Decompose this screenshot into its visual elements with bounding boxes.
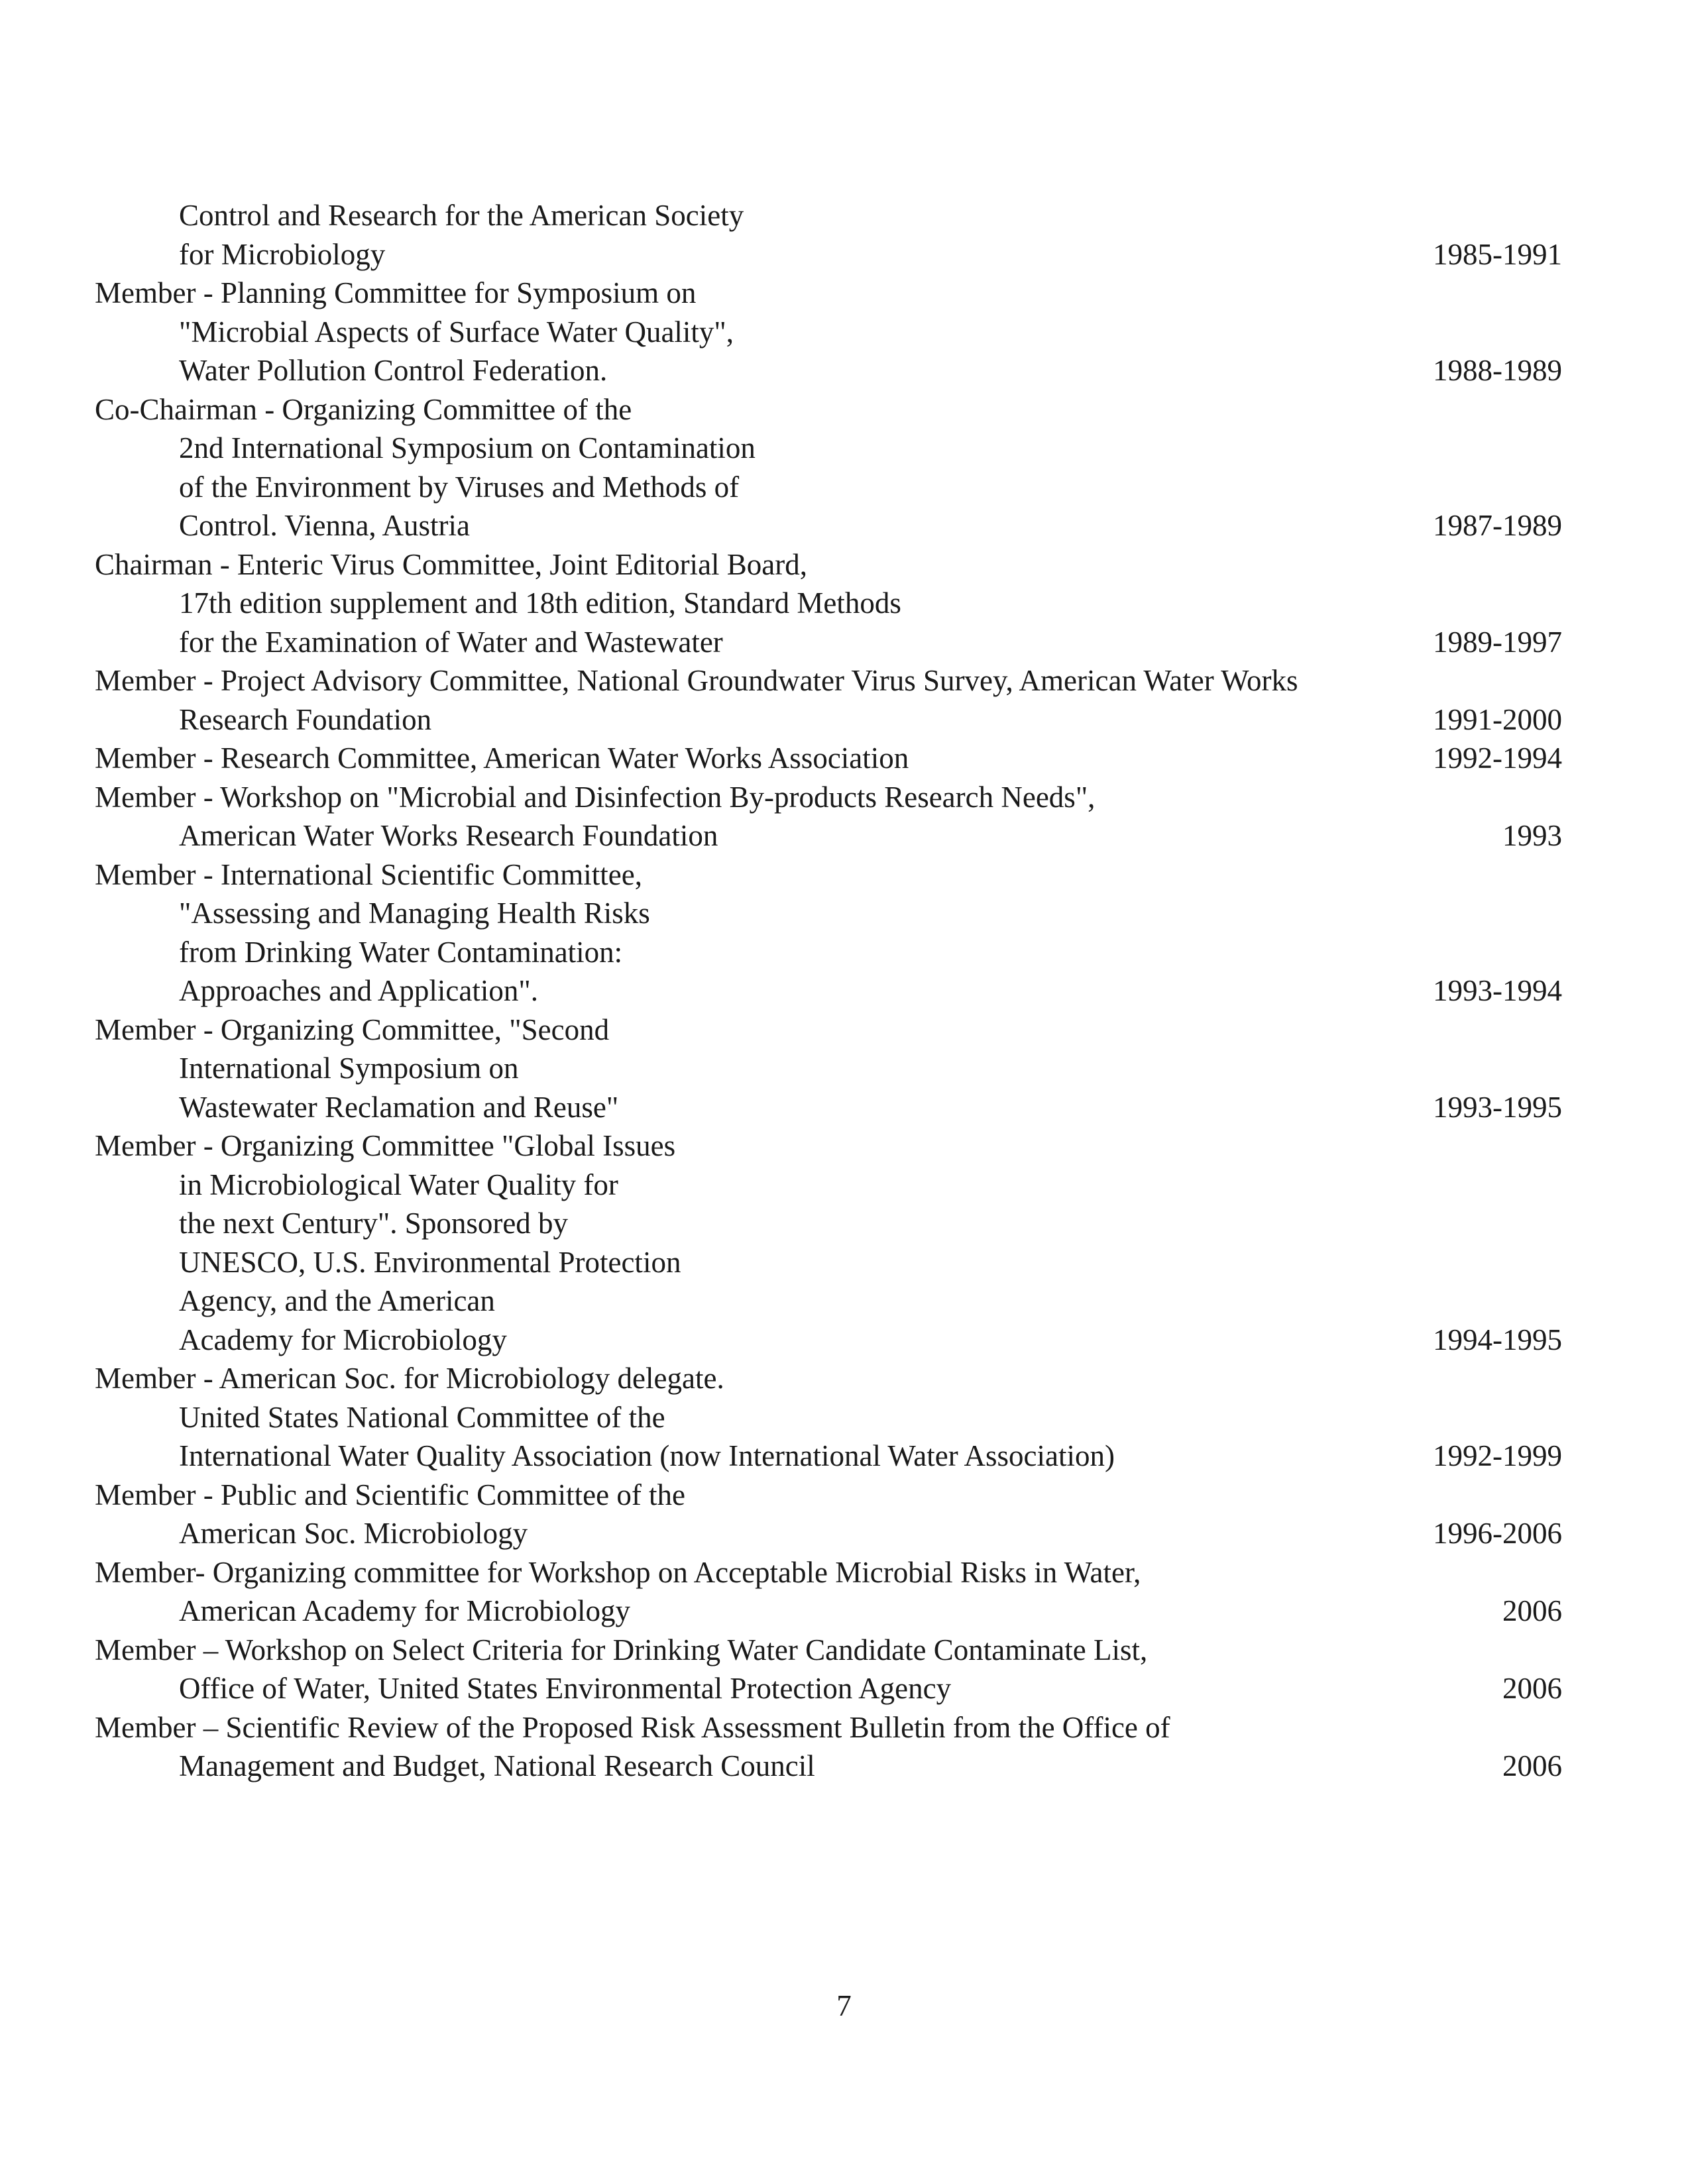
service-entry	[0, 545, 1688, 662]
entry-continuation: from Drinking Water Contamination:	[179, 935, 623, 969]
entry-continuation: United States National Committee of the	[179, 1400, 665, 1434]
entry-line	[0, 971, 1688, 1010]
entry-continuation: Research Foundation	[179, 702, 432, 736]
entry-title: Member - American Soc. for Microbiology delegate.	[95, 1362, 724, 1395]
entry-line	[0, 390, 1688, 429]
entry-line	[0, 894, 1688, 933]
entry-continuation: International Symposium on	[179, 1052, 519, 1085]
service-entry	[0, 1359, 1688, 1476]
entry-line	[0, 739, 1688, 778]
entry-line	[0, 313, 1688, 352]
entry-years: 1994-1995	[1433, 1323, 1562, 1356]
entry-continuation: "Microbial Aspects of Surface Water Quality",	[179, 315, 734, 349]
service-entry	[0, 661, 1688, 739]
entry-line	[0, 1669, 1688, 1708]
entry-continuation: Office of Water, United States Environmental Protection Agency	[179, 1672, 952, 1705]
entry-title: Member - International Scientific Committee,	[95, 857, 642, 891]
entry-line	[0, 1321, 1688, 1360]
service-entry	[0, 1126, 1688, 1359]
entry-continuation: in Microbiological Water Quality for	[179, 1168, 618, 1201]
entry-years: 1996-2006	[1433, 1517, 1562, 1550]
entry-line	[0, 545, 1688, 584]
entry-continuation: Academy for Microbiology	[179, 1323, 507, 1356]
entry-title: Member - Planning Committee for Symposium on	[95, 276, 697, 309]
entry-years: 2006	[1502, 1594, 1562, 1627]
entry-title: Member - Project Advisory Committee, National Groundwater Virus Survey, American Water Works	[95, 664, 1298, 697]
entry-continuation: 2nd International Symposium on Contamination	[179, 431, 756, 464]
entry-continuation: for Microbiology	[179, 237, 386, 271]
service-entry	[0, 196, 1688, 274]
entry-line	[0, 855, 1688, 895]
entry-line	[0, 1243, 1688, 1282]
entry-line	[0, 1088, 1688, 1127]
entry-line	[0, 1398, 1688, 1437]
entry-continuation: American Soc. Microbiology	[179, 1517, 528, 1550]
entry-years: 1993-1994	[1433, 974, 1562, 1007]
entry-line	[0, 1476, 1688, 1515]
entry-title: Control and Research for the American Society	[179, 199, 744, 232]
entry-continuation: Control. Vienna, Austria	[179, 509, 470, 542]
entry-years: 1992-1999	[1433, 1439, 1562, 1472]
entry-years: 1985-1991	[1433, 237, 1562, 271]
entry-line	[0, 1437, 1688, 1476]
entry-continuation: Management and Budget, National Research Council	[179, 1749, 815, 1782]
entry-line	[0, 700, 1688, 739]
entry-line	[0, 1631, 1688, 1670]
entry-years: 1992-1994	[1433, 741, 1562, 775]
entry-continuation: Water Pollution Control Federation.	[179, 354, 608, 387]
entry-line	[0, 1126, 1688, 1166]
entry-line	[0, 1553, 1688, 1592]
service-entry	[0, 274, 1688, 390]
service-entry	[0, 1553, 1688, 1631]
service-entry	[0, 390, 1688, 545]
entry-line	[0, 933, 1688, 972]
entry-line	[0, 506, 1688, 545]
page-number: 7	[836, 1989, 852, 2022]
entry-years: 1993-1995	[1433, 1090, 1562, 1124]
service-entry	[0, 1476, 1688, 1553]
service-entry	[0, 855, 1688, 1010]
entry-title: Member - Organizing Committee, "Second	[95, 1012, 610, 1046]
entry-line	[0, 1204, 1688, 1243]
entry-line	[0, 1166, 1688, 1205]
service-entry	[0, 1010, 1688, 1127]
entry-line	[0, 1592, 1688, 1631]
entry-continuation: 17th edition supplement and 18th edition, Standard Methods	[179, 586, 901, 620]
entry-line	[0, 1514, 1688, 1553]
entry-line	[0, 274, 1688, 313]
entry-title: Member- Organizing committee for Workshop on Acceptable Microbial Risks in Water,	[95, 1555, 1141, 1589]
entry-years: 2006	[1502, 1672, 1562, 1705]
entry-line	[0, 778, 1688, 817]
entry-line	[0, 235, 1688, 274]
entry-years: 1988-1989	[1433, 354, 1562, 387]
entry-continuation: Agency, and the American	[179, 1284, 495, 1317]
entry-continuation: UNESCO, U.S. Environmental Protection	[179, 1245, 681, 1279]
service-entry	[0, 1708, 1688, 1786]
entry-line	[0, 1708, 1688, 1747]
service-entry	[0, 778, 1688, 855]
entry-line	[0, 623, 1688, 662]
entry-line	[0, 1359, 1688, 1398]
entry-continuation: the next Century". Sponsored by	[179, 1207, 569, 1240]
entry-title: Member - Research Committee, American Water Works Association	[95, 741, 909, 775]
entry-line	[0, 584, 1688, 623]
entry-title: Co-Chairman - Organizing Committee of the	[95, 392, 632, 426]
entry-continuation: Approaches and Application".	[179, 974, 538, 1007]
entry-line	[0, 816, 1688, 855]
entry-line	[0, 1282, 1688, 1321]
entry-continuation: of the Environment by Viruses and Methods of	[179, 470, 740, 504]
entry-title: Member - Workshop on "Microbial and Disinfection By-products Research Needs",	[95, 780, 1096, 814]
entry-line	[0, 429, 1688, 468]
entry-title: Member - Public and Scientific Committee of the	[95, 1478, 686, 1511]
entry-years: 1987-1989	[1433, 509, 1562, 542]
entry-title: Chairman - Enteric Virus Committee, Joint Editorial Board,	[95, 547, 808, 581]
entry-years: 1989-1997	[1433, 625, 1562, 659]
entry-continuation: American Academy for Microbiology	[179, 1594, 631, 1627]
entry-continuation: Wastewater Reclamation and Reuse"	[179, 1090, 619, 1124]
entry-line	[0, 196, 1688, 235]
entry-line	[0, 468, 1688, 507]
entry-years: 1991-2000	[1433, 702, 1562, 736]
entry-continuation: for the Examination of Water and Wastewater	[179, 625, 723, 659]
entry-title: Member – Workshop on Select Criteria for Drinking Water Candidate Contaminate List,	[95, 1633, 1148, 1666]
entry-line	[0, 1010, 1688, 1050]
entry-years: 1993	[1502, 819, 1562, 852]
committee-service-list	[0, 196, 1688, 1786]
entry-continuation: American Water Works Research Foundation	[179, 819, 718, 852]
entry-title: Member – Scientific Review of the Proposed Risk Assessment Bulletin from the Office of	[95, 1710, 1170, 1744]
entry-continuation: "Assessing and Managing Health Risks	[179, 897, 650, 930]
entry-line	[0, 1049, 1688, 1088]
entry-title: Member - Organizing Committee "Global Issues	[95, 1129, 676, 1162]
entry-line	[0, 1747, 1688, 1786]
entry-line	[0, 661, 1688, 700]
service-entry	[0, 739, 1688, 778]
entry-continuation: International Water Quality Association (now International Water Association)	[179, 1439, 1115, 1472]
service-entry	[0, 1631, 1688, 1708]
entry-line	[0, 351, 1688, 390]
entry-years: 2006	[1502, 1749, 1562, 1782]
